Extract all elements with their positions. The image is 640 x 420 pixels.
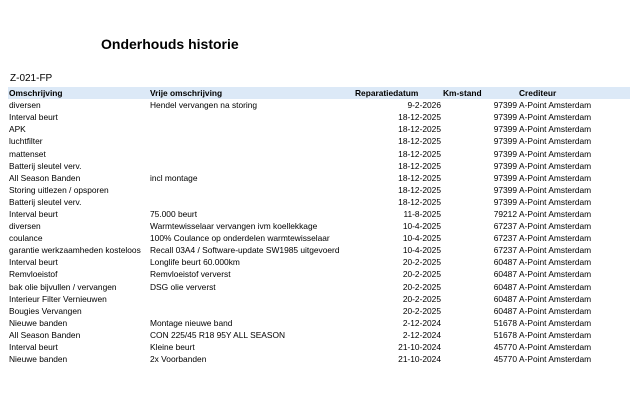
cell-reparatiedatum: 18-12-2025 — [398, 184, 441, 195]
cell-reparatiedatum: 10-4-2025 — [402, 233, 441, 244]
cell-crediteur: A-Point Amsterdam — [519, 281, 592, 292]
cell-reparatiedatum: 18-12-2025 — [398, 160, 441, 171]
table-row — [8, 99, 630, 111]
cell-reparatiedatum: 9-2-2026 — [407, 100, 441, 111]
column-header-omschrijving: Omschrijving — [9, 88, 63, 99]
cell-km-stand: 97399 — [493, 100, 517, 111]
cell-reparatiedatum: 10-4-2025 — [402, 221, 441, 232]
cell-reparatiedatum: 10-4-2025 — [402, 245, 441, 256]
table-row — [8, 232, 630, 244]
cell-crediteur: A-Point Amsterdam — [519, 305, 592, 316]
cell-omschrijving: Nieuwe banden — [9, 317, 68, 328]
cell-omschrijving: Bougies Vervangen — [9, 305, 82, 316]
cell-crediteur: A-Point Amsterdam — [519, 148, 592, 159]
cell-omschrijving: Interval beurt — [9, 208, 58, 219]
column-header-crediteur: Crediteur — [519, 88, 557, 99]
cell-vrije-omschrijving — [149, 111, 354, 123]
cell-reparatiedatum: 20-2-2025 — [402, 269, 441, 280]
cell-km-stand: 45770 — [493, 354, 517, 365]
cell-reparatiedatum: 20-2-2025 — [402, 257, 441, 268]
cell-km-stand: 60487 — [493, 305, 517, 316]
cell-vrije-omschrijving: Hendel vervangen na storing — [150, 100, 258, 111]
cell-vrije-omschrijving: Recall 03A4 / Software-update SW1985 uitgevoerd — [150, 245, 340, 256]
cell-reparatiedatum: 20-2-2025 — [402, 305, 441, 316]
table-row — [8, 353, 630, 365]
cell-crediteur: A-Point Amsterdam — [519, 317, 592, 328]
cell-crediteur: A-Point Amsterdam — [519, 196, 592, 207]
cell-crediteur: A-Point Amsterdam — [519, 257, 592, 268]
cell-crediteur: A-Point Amsterdam — [519, 160, 592, 171]
cell-km-stand: 60487 — [493, 281, 517, 292]
cell-km-stand: 97399 — [493, 160, 517, 171]
cell-km-stand: 97399 — [493, 172, 517, 183]
cell-km-stand: 97399 — [493, 148, 517, 159]
table-row — [8, 305, 630, 317]
table-row — [8, 268, 630, 280]
cell-omschrijving: Batterij sleutel verv. — [9, 160, 82, 171]
cell-omschrijving: luchtfilter — [9, 136, 43, 147]
table-row — [8, 281, 630, 293]
cell-km-stand: 97399 — [493, 136, 517, 147]
cell-omschrijving: diversen — [9, 100, 41, 111]
cell-vrije-omschrijving — [149, 196, 354, 208]
table-row — [8, 147, 630, 159]
cell-omschrijving: All Season Banden — [9, 329, 81, 340]
table-row — [8, 329, 630, 341]
cell-omschrijving: mattenset — [9, 148, 46, 159]
cell-crediteur: A-Point Amsterdam — [519, 184, 592, 195]
table-row — [8, 135, 630, 147]
table-row — [8, 172, 630, 184]
cell-vrije-omschrijving — [149, 160, 354, 172]
cell-km-stand: 67237 — [493, 221, 517, 232]
cell-reparatiedatum: 11-8-2025 — [403, 208, 441, 219]
cell-omschrijving: garantie werkzaamheden kosteloos — [9, 245, 141, 256]
cell-crediteur: A-Point Amsterdam — [519, 329, 592, 340]
cell-km-stand: 97399 — [493, 196, 517, 207]
cell-crediteur: A-Point Amsterdam — [519, 124, 592, 135]
page-title: Onderhouds historie — [101, 36, 239, 52]
cell-vrije-omschrijving — [149, 184, 354, 196]
cell-reparatiedatum: 18-12-2025 — [398, 112, 441, 123]
cell-omschrijving: Remvloeistof — [9, 269, 58, 280]
cell-vrije-omschrijving: 100% Coulance op onderdelen warmtewisselaar — [150, 233, 330, 244]
table-body — [8, 99, 630, 365]
cell-vrije-omschrijving: incl montage — [150, 172, 198, 183]
cell-reparatiedatum: 2-12-2024 — [402, 317, 441, 328]
cell-reparatiedatum: 18-12-2025 — [398, 124, 441, 135]
cell-crediteur: A-Point Amsterdam — [519, 245, 592, 256]
cell-omschrijving: Batterij sleutel verv. — [9, 196, 82, 207]
cell-reparatiedatum: 18-12-2025 — [398, 172, 441, 183]
table-header-row — [8, 87, 630, 99]
column-header-reparatiedatum: Reparatiedatum — [355, 88, 419, 99]
table-row — [8, 184, 630, 196]
table-row — [8, 220, 630, 232]
cell-vrije-omschrijving — [149, 147, 354, 159]
cell-vrije-omschrijving: 75.000 beurt — [150, 208, 198, 219]
cell-vrije-omschrijving: Kleine beurt — [150, 342, 195, 353]
cell-reparatiedatum: 18-12-2025 — [398, 196, 441, 207]
cell-km-stand: 51678 — [493, 329, 517, 340]
cell-crediteur: A-Point Amsterdam — [519, 354, 592, 365]
table-row — [8, 160, 630, 172]
cell-reparatiedatum: 20-2-2025 — [402, 293, 441, 304]
cell-crediteur: A-Point Amsterdam — [519, 208, 592, 219]
cell-reparatiedatum: 21-10-2024 — [398, 342, 441, 353]
cell-vrije-omschrijving — [149, 123, 354, 135]
cell-omschrijving: Interval beurt — [9, 257, 58, 268]
cell-crediteur: A-Point Amsterdam — [519, 136, 592, 147]
cell-km-stand: 67237 — [493, 245, 517, 256]
cell-vrije-omschrijving: Warmtewisselaar vervangen ivm koellekkage — [150, 221, 318, 232]
cell-omschrijving: APK — [9, 124, 26, 135]
table-row — [8, 293, 630, 305]
cell-km-stand: 79212 — [493, 208, 517, 219]
cell-omschrijving: Interieur Filter Vernieuwen — [9, 293, 107, 304]
cell-km-stand: 60487 — [493, 257, 517, 268]
cell-crediteur: A-Point Amsterdam — [519, 233, 592, 244]
cell-vrije-omschrijving — [149, 305, 354, 317]
cell-crediteur: A-Point Amsterdam — [519, 293, 592, 304]
table-row — [8, 256, 630, 268]
cell-omschrijving: Storing uitlezen / opsporen — [9, 184, 109, 195]
cell-vrije-omschrijving: Longlife beurt 60.000km — [150, 257, 240, 268]
cell-reparatiedatum: 18-12-2025 — [398, 136, 441, 147]
license-plate: Z-021-FP — [10, 73, 53, 84]
cell-omschrijving: All Season Banden — [9, 172, 81, 183]
cell-vrije-omschrijving: 2x Voorbanden — [150, 354, 207, 365]
column-header-km-stand: Km-stand — [443, 88, 482, 99]
cell-omschrijving: Nieuwe banden — [9, 354, 68, 365]
table-row — [8, 123, 630, 135]
cell-crediteur: A-Point Amsterdam — [519, 100, 592, 111]
cell-omschrijving: coulance — [9, 233, 43, 244]
cell-vrije-omschrijving: DSG olie ververst — [150, 281, 216, 292]
maintenance-history-table — [8, 87, 630, 365]
column-header-vrije-omschrijving: Vrije omschrijving — [150, 88, 223, 99]
cell-km-stand: 97399 — [493, 124, 517, 135]
cell-crediteur: A-Point Amsterdam — [519, 221, 592, 232]
cell-crediteur: A-Point Amsterdam — [519, 342, 592, 353]
cell-km-stand: 45770 — [493, 342, 517, 353]
cell-reparatiedatum: 21-10-2024 — [398, 354, 441, 365]
cell-reparatiedatum: 20-2-2025 — [402, 281, 441, 292]
cell-km-stand: 67237 — [493, 233, 517, 244]
cell-crediteur: A-Point Amsterdam — [519, 269, 592, 280]
table-row — [8, 317, 630, 329]
cell-km-stand: 60487 — [493, 293, 517, 304]
cell-vrije-omschrijving: Remvloeistof ververst — [150, 269, 231, 280]
cell-omschrijving: diversen — [9, 221, 41, 232]
table-row — [8, 208, 630, 220]
cell-crediteur: A-Point Amsterdam — [519, 172, 592, 183]
table-row — [8, 244, 630, 256]
cell-omschrijving: Interval beurt — [9, 112, 58, 123]
cell-km-stand: 97399 — [493, 184, 517, 195]
cell-crediteur: A-Point Amsterdam — [519, 112, 592, 123]
cell-vrije-omschrijving — [149, 293, 354, 305]
cell-vrije-omschrijving: CON 225/45 R18 95Y ALL SEASON — [150, 329, 286, 340]
cell-reparatiedatum: 2-12-2024 — [402, 329, 441, 340]
cell-km-stand: 60487 — [493, 269, 517, 280]
table-row — [8, 196, 630, 208]
cell-reparatiedatum: 18-12-2025 — [398, 148, 441, 159]
cell-vrije-omschrijving — [149, 135, 354, 147]
table-row — [8, 341, 630, 353]
cell-omschrijving: Interval beurt — [9, 342, 58, 353]
table-row — [8, 111, 630, 123]
cell-km-stand: 51678 — [493, 317, 517, 328]
cell-km-stand: 97399 — [493, 112, 517, 123]
cell-vrije-omschrijving: Montage nieuwe band — [150, 317, 233, 328]
cell-omschrijving: bak olie bijvullen / vervangen — [9, 281, 117, 292]
